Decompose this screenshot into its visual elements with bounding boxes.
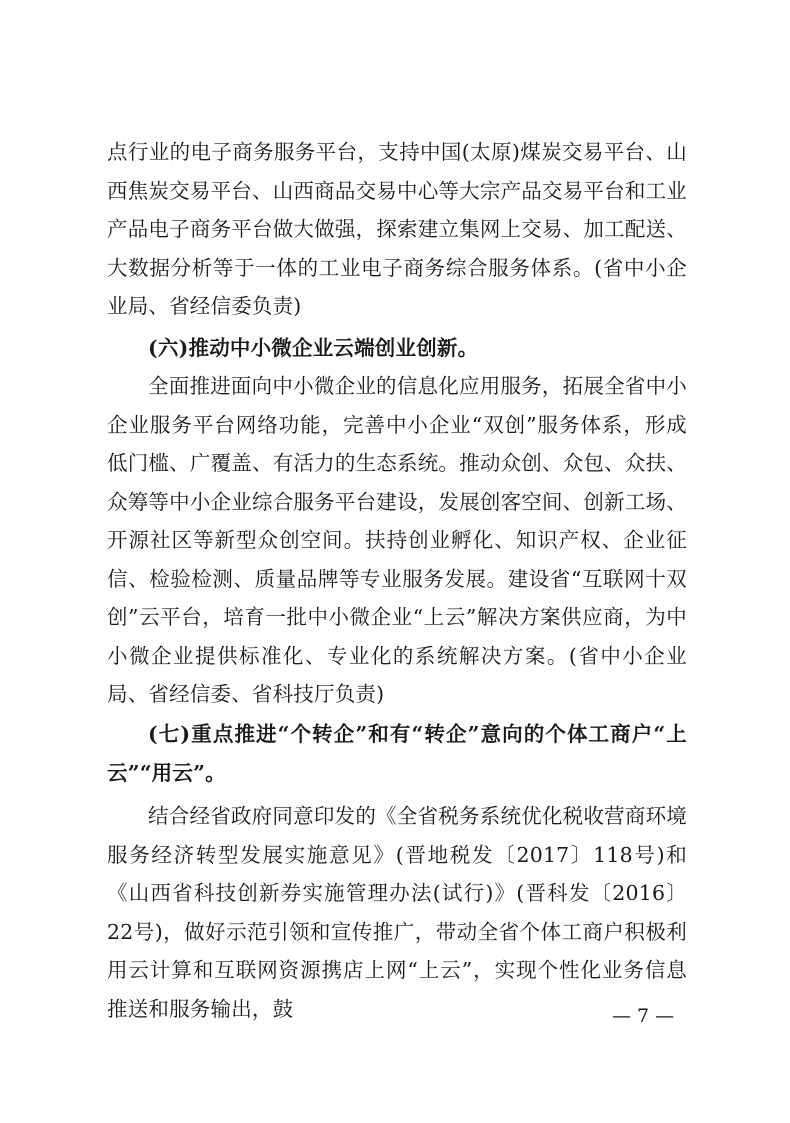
paragraph-ecommerce-platform: 点行业的电子商务服务平台，支持中国(太原)煤炭交易平台、山西焦炭交易平台、山西商品交易中心等大宗产品交易平台和工业产品电子商务平台做大做强，探索建立集网上交易、加工配送、大数据分析等于一体的工业电子商务综合服务体系。(省中小企业局、省经信委负责) [107,140,687,318]
paragraph-sme-cloud-innovation: 全面推进面向中小微企业的信息化应用服务，拓展全省中小企业服务平台网络功能，完善中小企业“双创”服务体系，形成低门槛、广覆盖、有活力的生态系统。推动众创、众包、众扶、众筹等中小企业综合服务平台建设，发展创客空间、创新工场、开源社区等新型众创空间。扶持创业孵化、知识产权、企业征信、检验检测、质量品牌等专业服务发展。建设省“互联网十双创”云平台，培育一批中小微企业“上云”解决方案供应商，为中小微企业提供标准化、专业化的系统解决方案。(省中小企业局、省经信委、省科技厅负责) [107,374,687,706]
page-number: — 7 — [612,1005,675,1027]
heading-section-six: (六)推动中小微企业云端创业创新。 [148,336,479,360]
paragraph-individual-business-cloud: 结合经省政府同意印发的《全省税务系统优化税收营商环境服务经济转型发展实施意见》(晋地税发〔2017〕118号)和《山西省科技创新券实施管理办法(试行)》(晋科发〔2016〕22号)，做好示范引领和宣传推广，带动全省个体工商户积极利用云计算和互联网资源携店上网“上云”，实现个性化业务信息推送和服务输出，鼓 [107,804,687,1021]
heading-section-seven: (七)重点推进“个转企”和有“转企”意向的个体工商户“上云”“用云”。 [107,722,687,785]
